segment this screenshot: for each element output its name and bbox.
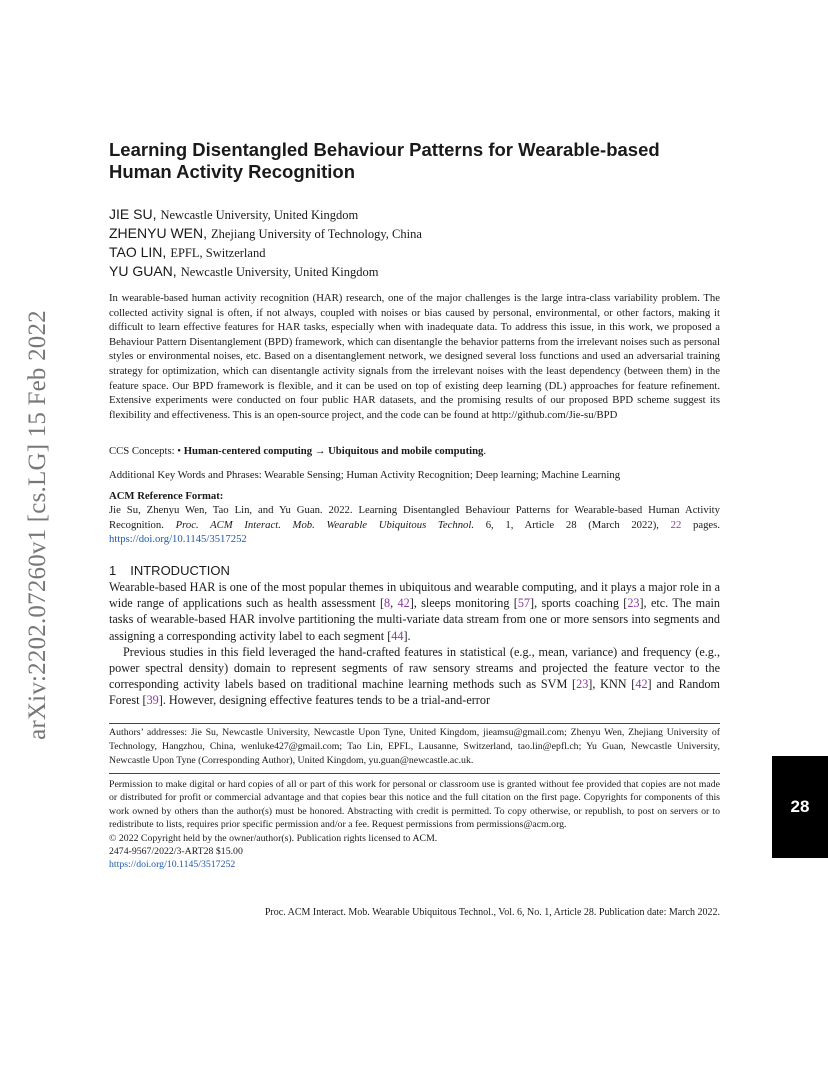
acm-reference-pages-suffix: pages.: [681, 518, 720, 531]
citation-link[interactable]: 23: [627, 596, 640, 611]
text-run: ] and Random Forest [: [109, 677, 720, 708]
author-name: YU GUAN,: [109, 263, 177, 279]
section-heading: [109, 563, 720, 579]
text-run: ,: [390, 596, 398, 611]
text-run: ], sports coaching [: [530, 596, 628, 611]
acm-reference-authors: Jie Su, Zhenyu Wen, Tao Lin, and Yu Guan. 2022. Learning Disentangled Behaviour Patterns for Wearable-based Human Activity Recognition.: [109, 504, 720, 531]
running-footer: Proc. ACM Interact. Mob. Wearable Ubiquitous Technol., Vol. 6, No. 1, Article 28. Publication date: March 2022.: [264, 907, 720, 918]
article-number-tab: [772, 756, 828, 858]
author-entry: [109, 205, 720, 224]
author-affiliation: Newcastle University, United Kingdom: [180, 265, 379, 279]
acm-reference-pages-link[interactable]: 22: [670, 518, 682, 531]
acm-reference: [109, 503, 720, 547]
citation-link[interactable]: 8: [384, 596, 391, 611]
permission-notice: Permission to make digital or hard copies of all or part of this work for personal or classroom use is granted without fee provided that copies are not made or distributed for profit or commercial advantage and that copies bear this notice and the full citation on the first page. Copyrights for components of this work owned by others than the author(s) must be honored. Abstracting with credit is permitted. To copy otherwise, or republish, to post on servers or to redistribute to lists, requires prior specific permission and/or a fee. Request permissions from permissions@acm.org.: [109, 779, 720, 831]
text-run: Previous studies in this field leveraged the hand-crafted features in statistical (e.g., mean, variance) and frequency (e.g., power spectral density) domain to represent segments of raw sensory streams and projected the feature vector to the corresponding activity labels based on traditional machine learning methods such as SVM [: [109, 644, 720, 692]
citation-link[interactable]: 23: [576, 677, 589, 692]
text-run: ]. However, designing effective features tends to be a trial-and-error: [158, 693, 491, 708]
text-run: ], KNN [: [588, 677, 636, 692]
acm-reference-heading: ACM Reference Format:: [109, 490, 224, 502]
issn-line: 2474-9567/2022/3-ART28 $15.00: [109, 846, 243, 858]
text-run: ], etc. The main tasks of wearable-based HAR involve partitioning the multi-variate data stream from one or more sensors into segments and assigning a corresponding activity label to each segment [: [109, 596, 720, 643]
article-number: 28: [790, 797, 810, 816]
citation-link[interactable]: 42: [635, 677, 648, 692]
author-entry: [109, 243, 720, 262]
ccs-end: .: [483, 445, 487, 457]
paper-title: [109, 139, 720, 183]
paper-title-line-1: Learning Disentangled Behaviour Patterns for Wearable-based: [109, 139, 660, 160]
doi-link[interactable]: https://doi.org/10.1145/3517252: [109, 859, 236, 871]
paper-title-line-2: Human Activity Recognition: [109, 161, 356, 182]
arxiv-identifier-text: arXiv:2202.07260v1 [cs.LG] 15 Feb 2022: [24, 310, 51, 740]
author-entry: [109, 262, 720, 281]
author-affiliation: EPFL, Switzerland: [170, 246, 266, 260]
citation-link[interactable]: 44: [391, 628, 404, 643]
footnote-divider: [109, 723, 720, 724]
text-run: Wearable-based HAR is one of the most popular themes in ubiquitous and wearable computing, and it plays a major role in a wide range of applications such as health assessment [: [109, 580, 720, 611]
citation-link[interactable]: 57: [517, 596, 531, 611]
acm-reference-volume: 6, 1, Article 28 (March 2022),: [474, 518, 671, 531]
ccs-concepts: [109, 444, 720, 458]
ccs-value: Human-centered computing → Ubiquitous and mobile computing: [183, 445, 484, 457]
author-affiliation: Zhejiang University of Technology, China: [211, 227, 422, 241]
text-run: ].: [403, 628, 411, 643]
author-name: JIE SU,: [109, 206, 157, 222]
intro-paragraph-2: [109, 644, 720, 709]
acm-reference-journal: Proc. ACM Interact. Mob. Wearable Ubiquitous Technol.: [175, 518, 475, 531]
author-affiliation: Newcastle University, United Kingdom: [160, 208, 359, 222]
introduction-body: [109, 579, 720, 709]
acm-reference-doi-link[interactable]: https://doi.org/10.1145/3517252: [109, 533, 247, 546]
authors-addresses-footnote: Authors’ addresses: Jie Su, Newcastle University, Newcastle Upon Tyne, United Kingdom, jieamsu@gmail.com; Zhenyu Wen, Zhejiang University of Technology, Hangzhou, China, wenluke427@gmail.com; Tao Lin, EPFL, Lausanne, Switzerland, tao.lin@epfl.ch; Yu Guan, Newcastle University, Newcastle Upon Tyne (Corresponding Author), United Kingdom, yu.guan@newcastle.ac.uk.: [109, 727, 720, 766]
ccs-label: CCS Concepts: •: [109, 445, 184, 457]
author-entry: [109, 224, 720, 243]
section-number: 1: [109, 563, 117, 578]
citation-link[interactable]: 39: [146, 693, 159, 708]
author-name: ZHENYU WEN,: [109, 225, 207, 241]
author-list: [109, 205, 720, 281]
permission-block: [109, 778, 720, 872]
section-title: INTRODUCTION: [130, 563, 230, 578]
text-run: ], sleeps monitoring [: [409, 596, 518, 611]
permission-divider: [109, 773, 720, 774]
intro-paragraph-1: [109, 579, 720, 644]
citation-link[interactable]: 42: [397, 596, 410, 611]
abstract: In wearable-based human activity recognition (HAR) research, one of the major challenges is the large intra-class variability problem. The collected activity signal is often, if not always, coupled with noises or bias caused by personal, environmental, or other factors, making it difficult to learn effective features for HAR tasks, especially when with inadequate data. To address this issue, in this work, we proposed a Behaviour Pattern Disentanglement (BPD) framework, which can disentangle the behavior patterns from the irrelevant noises such as personal styles or environmental noises, etc. Based on a disentanglement network, we designed several loss functions and used an adversarial training strategy for optimization, which can disentangle activity signals from the irrelevant noises with the least dependency (between them) in the feature space. Our BPD framework is flexible, and it can be used on top of existing deep learning (DL) approaches for feature refinement. Extensive experiments were conducted on four public HAR datasets, and the promising results of our proposed BPD scheme suggest its flexibility and effectiveness. This is an open-source project, and the code can be found at http://github.com/Jie-su/BPD: [109, 292, 720, 421]
arxiv-identifier: [12, 290, 64, 760]
author-name: TAO LIN,: [109, 244, 167, 260]
keywords: Additional Key Words and Phrases: Wearable Sensing; Human Activity Recognition; Deep learning; Machine Learning: [109, 469, 621, 481]
copyright-line: © 2022 Copyright held by the owner/author(s). Publication rights licensed to ACM.: [109, 832, 438, 844]
